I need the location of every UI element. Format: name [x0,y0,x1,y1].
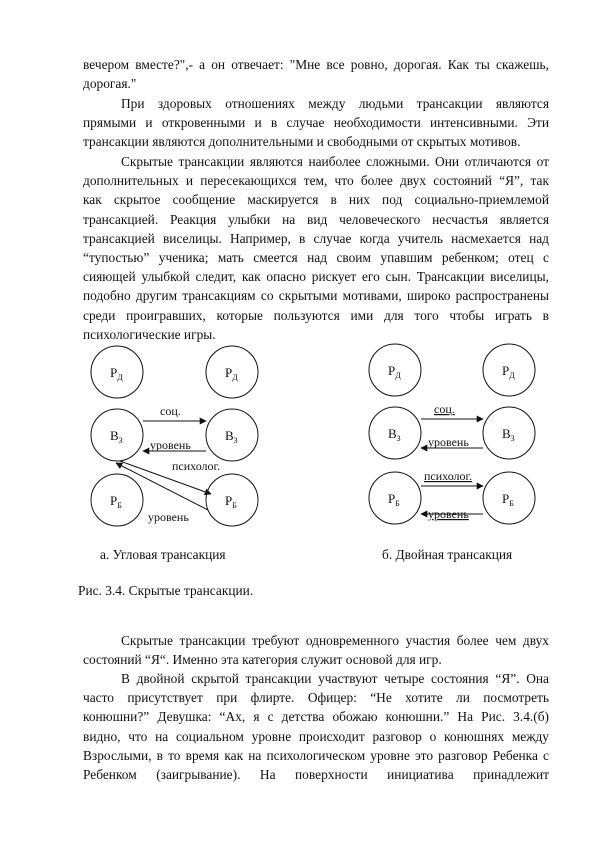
svg-text:РД: $Р_Д$ [110,365,123,382]
svg-text:ВЗ: $В_З$ [502,426,515,443]
parent-state-a-left [91,346,143,398]
text-line: дорогая." [83,76,137,92]
label-level2-a: уровень [148,510,189,524]
child-state-a-right [206,474,258,526]
child-state-a-left [91,474,143,526]
text-line: вечером вместе?",- а он отвечает: "Мне все ровно, дорогая. Как ты скажешь, [83,57,549,72]
text-line: При здоровых отношениях между людьми трансакции являются [121,96,549,111]
text-line: сияющей улыбкой следит, как опасно рискует его сын. Трансакции виселицы, [83,269,549,285]
paragraph-1 [83,55,549,93]
label-level1-b: уровень [428,435,469,449]
label-soc-b: соц. [434,402,455,416]
label-psych-b: психолог. [424,469,473,483]
svg-text:ВЗ: $В_З$ [110,428,123,445]
diagram-b [369,344,535,524]
paragraph-2 [83,94,549,152]
diagram-a [91,346,258,526]
parent-state-b-left [369,344,421,396]
text-line: видно, что на социальном уровне происходит разговор о конюшнях между [83,728,549,744]
text-line: конюшни?” Девушка: “Ах, я с детства обожаю конюшни.” На Рис. 3.4.(б) [83,709,549,725]
child-state-b-left [369,472,421,524]
label-level1-a: уровень [150,438,191,452]
svg-text:РБ: $Р_Б$ [388,491,400,508]
text-line: трансакцией. Реакция улыбки на вид человеческого несчастья является [83,211,549,227]
parent-state-a-right [206,346,258,398]
text-line: подобно другим трансакциям со скрытыми мотивами, широко распространены [83,288,549,304]
text-line: Ребенком (заигрывание). На поверхности инициатива принадлежит [83,767,549,783]
caption-a: а. Угловая трансакция [100,547,226,562]
svg-text:ВЗ: $В_З$ [388,426,401,443]
text-line: дополнительных и пересекающихся тем, что более двух состояний “Я”, так [83,173,549,189]
text-line: среди проигравших, которые пользуются ими для того чтобы играть в [83,307,549,323]
svg-text:РД: $Р_Д$ [225,365,238,382]
text-line: как скрытое сообщение маскируется в них под социально-приемлемой [83,192,549,208]
label-psych-a: психолог. [172,459,221,473]
label-soc-a: соц. [160,404,181,418]
text-line: прямыми и откровенными и в случае необходимости интенсивными. Эти [83,115,549,131]
adult-state-a-right [206,409,258,461]
svg-text:РБ: $Р_Б$ [110,493,122,510]
adult-state-b-left [369,407,421,459]
svg-text:РД: $Р_Д$ [388,363,401,380]
text-line: состояний “Я“. Именно эта категория служит основой для игр. [83,652,442,668]
text-line: трансакцией виселицы. Например, в случае когда учитель насмехается над [83,230,549,246]
figure-caption: Рис. 3.4. Скрытые трансакции. [78,583,254,598]
adult-state-a-left [91,409,143,461]
paragraph-4 [83,631,549,669]
caption-b: б. Двойная трансакция [382,547,513,562]
text-line: В двойной скрытой трансакции участвуют четыре состояния “Я”. Она [121,671,549,686]
text-line: “тупостью” ученика; мать смеется над своим упавшим ребенком; отец с [83,250,549,266]
text-line: психологические игры. [83,326,216,342]
svg-text:РБ: $Р_Б$ [502,491,514,508]
child-state-b-right [483,472,535,524]
label-level2-b: уровень [428,507,469,521]
text-line: Скрытые трансакции требуют одновременного участия более чем двух [121,633,549,648]
svg-text:РД: $Р_Д$ [502,363,515,380]
svg-text:РБ: $Р_Б$ [225,493,237,510]
text-line: часто присутствует при флирте. Офицер: “Не хотите ли посмотреть [83,690,549,706]
adult-state-b-right [483,407,535,459]
text-line: Скрытые трансакции являются наиболее сложными. Они отличаются от [121,154,549,169]
text-line: трансакции являются дополнительными и свободными от скрытых мотивов. [83,134,521,150]
text-line: Взрослыми, в то время как на психологическом уровне это разговор Ребенка с [83,747,549,763]
paragraph-5 [83,669,549,784]
paragraph-3 [83,152,549,344]
svg-text:ВЗ: $В_З$ [225,428,238,445]
parent-state-b-right [483,344,535,396]
